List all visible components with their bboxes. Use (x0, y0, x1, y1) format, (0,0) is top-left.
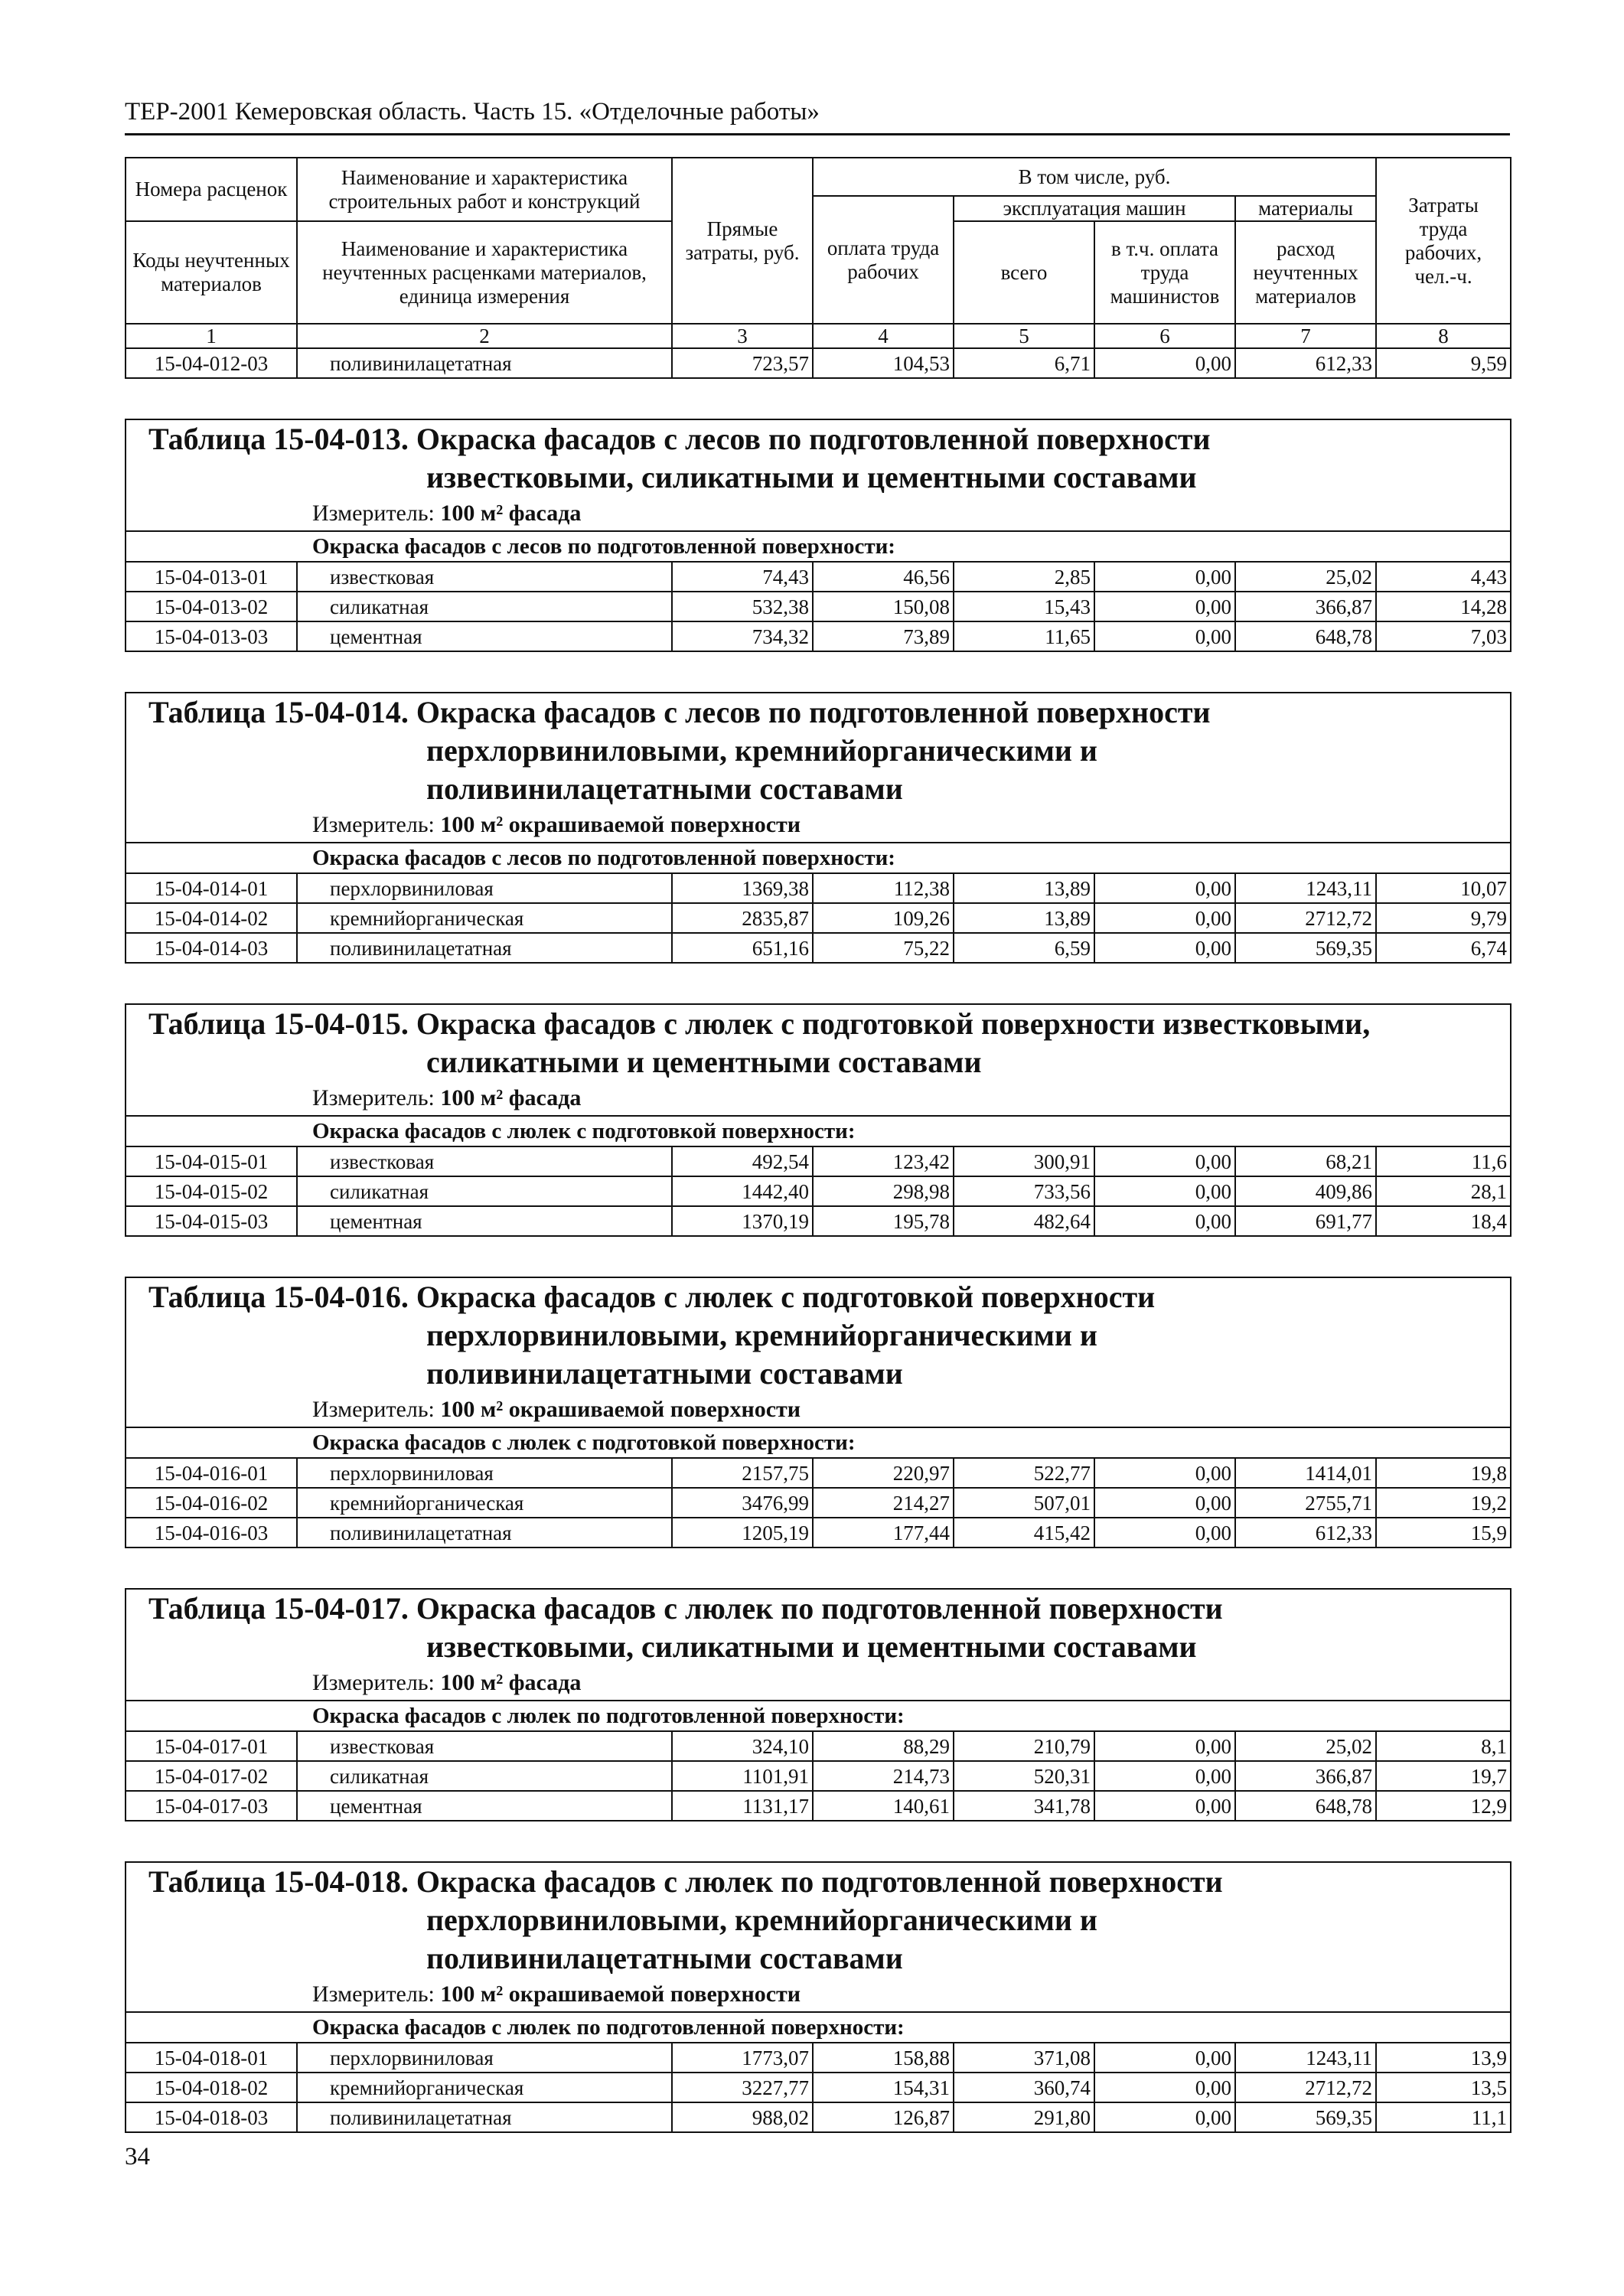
measure-unit (126, 1978, 1511, 2012)
operator-pay: 0,00 (1094, 903, 1235, 933)
direct-costs: 74,43 (672, 562, 813, 592)
rate-code: 15-04-012-03 (126, 348, 297, 378)
operator-pay: 0,00 (1094, 1488, 1235, 1518)
rate-name: поливинилацетатная (297, 2102, 672, 2132)
rate-code: 15-04-017-03 (126, 1791, 297, 1821)
labor-pay: 158,88 (813, 2043, 954, 2073)
column-number: 1 (126, 324, 297, 348)
labor-hours: 4,43 (1376, 562, 1511, 592)
table-title-row (126, 1862, 1511, 1978)
measure-label: Измеритель: (312, 1085, 435, 1110)
table-row (126, 873, 1511, 903)
operator-pay: 0,00 (1094, 2102, 1235, 2132)
machines-total: 522,77 (954, 1458, 1094, 1488)
direct-costs: 1101,91 (672, 1761, 813, 1791)
rate-code: 15-04-016-03 (126, 1518, 297, 1548)
measure-row (126, 1666, 1511, 1701)
column-number: 7 (1235, 324, 1376, 348)
table-title-row (126, 693, 1511, 808)
table-title-line: силикатными и цементными составами (426, 1045, 982, 1079)
column-number-row (126, 324, 1511, 348)
materials-cost: 2712,72 (1235, 2073, 1376, 2102)
header-labor-hours: Затраты труда рабочих, чел.-ч. (1376, 158, 1511, 324)
measure-unit (126, 1081, 1511, 1116)
section-row (126, 843, 1511, 873)
page-header: ТЕР-2001 Кемеровская область. Часть 15. «Отделочные работы» (125, 96, 1510, 135)
section-row (126, 1427, 1511, 1458)
rate-name: известковая (297, 1731, 672, 1761)
materials-cost: 409,86 (1235, 1176, 1376, 1206)
materials-cost: 612,33 (1235, 348, 1376, 378)
operator-pay: 0,00 (1094, 562, 1235, 592)
table-title-line: Таблица 15-04-015. Окраска фасадов с люлек с подготовкой поверхности известковыми, (148, 1006, 1371, 1041)
table-row (126, 1791, 1511, 1821)
rate-code: 15-04-016-02 (126, 1488, 297, 1518)
table-row (126, 933, 1511, 963)
labor-hours: 15,9 (1376, 1518, 1511, 1548)
operator-pay: 0,00 (1094, 1176, 1235, 1206)
direct-costs: 2835,87 (672, 903, 813, 933)
measure-label: Измеритель: (312, 812, 435, 837)
table-title (126, 1862, 1511, 1978)
operator-pay: 0,00 (1094, 1791, 1235, 1821)
machines-total: 371,08 (954, 2043, 1094, 2073)
measure-row (126, 1081, 1511, 1116)
section-row (126, 1701, 1511, 1731)
table-row (126, 1176, 1511, 1206)
direct-costs: 988,02 (672, 2102, 813, 2132)
page-number: 34 (125, 2143, 150, 2170)
rate-name: кремнийорганическая (297, 2073, 672, 2102)
header-work-name: Наименование и характеристика строительных работ и конструкций (297, 158, 672, 221)
rate-name: перхлорвиниловая (297, 2043, 672, 2073)
operator-pay: 0,00 (1094, 1731, 1235, 1761)
table-row (126, 1731, 1511, 1761)
rate-name: силикатная (297, 1176, 672, 1206)
labor-pay: 214,73 (813, 1761, 954, 1791)
materials-cost: 691,77 (1235, 1206, 1376, 1236)
operator-pay: 0,00 (1094, 2043, 1235, 2073)
rate-name: цементная (297, 1206, 672, 1236)
machines-total: 6,59 (954, 933, 1094, 963)
materials-cost: 648,78 (1235, 621, 1376, 651)
rate-code: 15-04-013-01 (126, 562, 297, 592)
operator-pay: 0,00 (1094, 1458, 1235, 1488)
section-row (126, 2012, 1511, 2043)
labor-hours: 7,03 (1376, 621, 1511, 651)
table-row (126, 903, 1511, 933)
spacer (126, 1236, 1511, 1277)
labor-hours: 19,8 (1376, 1458, 1511, 1488)
rate-name: цементная (297, 1791, 672, 1821)
labor-pay: 220,97 (813, 1458, 954, 1488)
measure-value: 100 м² окрашиваемой поверхности (440, 1981, 801, 2007)
rate-code: 15-04-014-02 (126, 903, 297, 933)
machines-total: 291,80 (954, 2102, 1094, 2132)
labor-hours: 8,1 (1376, 1731, 1511, 1761)
operator-pay: 0,00 (1094, 1206, 1235, 1236)
direct-costs: 324,10 (672, 1731, 813, 1761)
table-title-line: перхлорвиниловыми, кремнийорганическими и (426, 1318, 1097, 1352)
table-title-line: известковыми, силикатными и цементными составами (426, 460, 1197, 494)
measure-value: 100 м² окрашиваемой поверхности (440, 1397, 801, 1422)
table-title (126, 1589, 1511, 1666)
table-gap (126, 1821, 1511, 1862)
table-row (126, 1458, 1511, 1488)
labor-hours: 12,9 (1376, 1791, 1511, 1821)
rate-name: поливинилацетатная (297, 1518, 672, 1548)
spacer (126, 1548, 1511, 1589)
direct-costs: 1442,40 (672, 1176, 813, 1206)
labor-pay: 46,56 (813, 562, 954, 592)
direct-costs: 723,57 (672, 348, 813, 378)
materials-cost: 366,87 (1235, 1761, 1376, 1791)
column-number: 8 (1376, 324, 1511, 348)
rate-name: кремнийорганическая (297, 1488, 672, 1518)
measure-label: Измеритель: (312, 501, 435, 526)
table-title-line: Таблица 15-04-014. Окраска фасадов с лесов по подготовленной поверхности (148, 695, 1211, 729)
rate-name: перхлорвиниловая (297, 873, 672, 903)
direct-costs: 2157,75 (672, 1458, 813, 1488)
rate-name: перхлорвиниловая (297, 1458, 672, 1488)
column-number: 6 (1094, 324, 1235, 348)
operator-pay: 0,00 (1094, 873, 1235, 903)
table-title-row (126, 1589, 1511, 1666)
table-title-line: Таблица 15-04-018. Окраска фасадов с люлек по подготовленной поверхности (148, 1864, 1223, 1899)
table-title (126, 419, 1511, 497)
materials-cost: 648,78 (1235, 1791, 1376, 1821)
direct-costs: 3476,99 (672, 1488, 813, 1518)
table-title-line: Таблица 15-04-016. Окраска фасадов с люлек с подготовкой поверхности (148, 1280, 1156, 1314)
labor-hours: 14,28 (1376, 592, 1511, 621)
table-title-line: поливинилацетатными составами (426, 771, 903, 806)
rate-code: 15-04-014-03 (126, 933, 297, 963)
machines-total: 507,01 (954, 1488, 1094, 1518)
measure-row (126, 808, 1511, 843)
rate-name: поливинилацетатная (297, 933, 672, 963)
table-row (126, 2043, 1511, 2073)
labor-pay: 104,53 (813, 348, 954, 378)
labor-pay: 298,98 (813, 1176, 954, 1206)
materials-cost: 1414,01 (1235, 1458, 1376, 1488)
measure-value: 100 м² фасада (440, 1670, 582, 1695)
machines-total: 15,43 (954, 592, 1094, 621)
materials-cost: 366,87 (1235, 592, 1376, 621)
rate-code: 15-04-018-02 (126, 2073, 297, 2102)
direct-costs: 492,54 (672, 1146, 813, 1176)
materials-cost: 569,35 (1235, 933, 1376, 963)
rate-name: кремнийорганическая (297, 903, 672, 933)
column-number: 3 (672, 324, 813, 348)
measure-label: Измеритель: (312, 1981, 435, 2007)
table-row (126, 621, 1511, 651)
table-title-row (126, 419, 1511, 497)
direct-costs: 734,32 (672, 621, 813, 651)
spacer (126, 651, 1511, 693)
rate-code: 15-04-018-01 (126, 2043, 297, 2073)
materials-cost: 2712,72 (1235, 903, 1376, 933)
table-title-line: известковыми, силикатными и цементными составами (426, 1629, 1197, 1664)
measure-row (126, 497, 1511, 531)
header-rate-numbers: Номера расценок (126, 158, 297, 221)
header-machine-operation: эксплуатация машин (954, 196, 1235, 221)
rates-table-body (126, 158, 1511, 2132)
rate-name: поливинилацетатная (297, 348, 672, 378)
rate-code: 15-04-018-03 (126, 2102, 297, 2132)
rate-code: 15-04-015-02 (126, 1176, 297, 1206)
measure-unit (126, 1393, 1511, 1427)
table-row (126, 1488, 1511, 1518)
header-machines-total: всего (954, 221, 1094, 324)
measure-unit (126, 808, 1511, 843)
rate-name: известковая (297, 562, 672, 592)
machines-total: 210,79 (954, 1731, 1094, 1761)
table-row (126, 2073, 1511, 2102)
labor-hours: 13,9 (1376, 2043, 1511, 2073)
machines-total: 733,56 (954, 1176, 1094, 1206)
rate-code: 15-04-015-01 (126, 1146, 297, 1176)
machines-total: 360,74 (954, 2073, 1094, 2102)
operator-pay: 0,00 (1094, 1518, 1235, 1548)
labor-hours: 28,1 (1376, 1176, 1511, 1206)
operator-pay: 0,00 (1094, 1146, 1235, 1176)
column-number: 5 (954, 324, 1094, 348)
table-row (126, 1206, 1511, 1236)
labor-pay: 150,08 (813, 592, 954, 621)
section-title: Окраска фасадов с лесов по подготовленной поверхности: (126, 843, 1511, 873)
measure-value: 100 м² фасада (440, 501, 582, 526)
section-title: Окраска фасадов с люлек по подготовленной поверхности: (126, 2012, 1511, 2043)
spacer (126, 1821, 1511, 1862)
labor-pay: 177,44 (813, 1518, 954, 1548)
materials-cost: 1243,11 (1235, 873, 1376, 903)
rate-code: 15-04-014-01 (126, 873, 297, 903)
rate-name: известковая (297, 1146, 672, 1176)
measure-unit (126, 497, 1511, 531)
machines-total: 341,78 (954, 1791, 1094, 1821)
rate-name: цементная (297, 621, 672, 651)
direct-costs: 1205,19 (672, 1518, 813, 1548)
labor-pay: 123,42 (813, 1146, 954, 1176)
labor-pay: 195,78 (813, 1206, 954, 1236)
rate-code: 15-04-013-02 (126, 592, 297, 621)
operator-pay: 0,00 (1094, 592, 1235, 621)
rate-code: 15-04-013-03 (126, 621, 297, 651)
materials-cost: 569,35 (1235, 2102, 1376, 2132)
labor-pay: 214,27 (813, 1488, 954, 1518)
machines-total: 11,65 (954, 621, 1094, 651)
measure-row (126, 1978, 1511, 2012)
direct-costs: 1773,07 (672, 2043, 813, 2073)
rate-code: 15-04-015-03 (126, 1206, 297, 1236)
machines-total: 2,85 (954, 562, 1094, 592)
labor-hours: 19,2 (1376, 1488, 1511, 1518)
table-title-row (126, 1277, 1511, 1393)
labor-hours: 13,5 (1376, 2073, 1511, 2102)
table-title (126, 1004, 1511, 1081)
machines-total: 520,31 (954, 1761, 1094, 1791)
machines-total: 13,89 (954, 903, 1094, 933)
header-materials: материалы (1235, 196, 1376, 221)
labor-hours: 19,7 (1376, 1761, 1511, 1791)
header-including: В том числе, руб. (813, 158, 1376, 196)
table-title-line: поливинилацетатными составами (426, 1356, 903, 1391)
header-material-codes: Коды неучтенных материалов (126, 221, 297, 324)
machines-total: 482,64 (954, 1206, 1094, 1236)
column-number: 2 (297, 324, 672, 348)
rate-code: 15-04-016-01 (126, 1458, 297, 1488)
table-title-line: Таблица 15-04-017. Окраска фасадов с люлек по подготовленной поверхности (148, 1591, 1223, 1626)
materials-cost: 612,33 (1235, 1518, 1376, 1548)
labor-hours: 11,1 (1376, 2102, 1511, 2132)
machines-total: 13,89 (954, 873, 1094, 903)
measure-label: Измеритель: (312, 1670, 435, 1695)
section-title: Окраска фасадов с люлек с подготовкой поверхности: (126, 1116, 1511, 1146)
measure-row (126, 1393, 1511, 1427)
table-title-line: поливинилацетатными составами (426, 1941, 903, 1975)
materials-cost: 1243,11 (1235, 2043, 1376, 2073)
operator-pay: 0,00 (1094, 348, 1235, 378)
labor-pay: 73,89 (813, 621, 954, 651)
header-labor-pay: оплата труда рабочих (813, 196, 954, 324)
section-row (126, 1116, 1511, 1146)
machines-total: 300,91 (954, 1146, 1094, 1176)
column-number: 4 (813, 324, 954, 348)
table-row (126, 592, 1511, 621)
operator-pay: 0,00 (1094, 933, 1235, 963)
table-title-row (126, 1004, 1511, 1081)
table-gap (126, 1548, 1511, 1589)
table-row (126, 1146, 1511, 1176)
header-operator-pay: в т.ч. оплата труда машинистов (1094, 221, 1235, 324)
labor-pay: 126,87 (813, 2102, 954, 2132)
machines-total: 415,42 (954, 1518, 1094, 1548)
materials-cost: 2755,71 (1235, 1488, 1376, 1518)
machines-total: 6,71 (954, 348, 1094, 378)
rate-code: 15-04-017-01 (126, 1731, 297, 1761)
header-material-name: Наименование и характеристика неучтенных расценками материалов, единица измерения (297, 221, 672, 324)
section-row (126, 531, 1511, 562)
measure-label: Измеритель: (312, 1397, 435, 1422)
operator-pay: 0,00 (1094, 2073, 1235, 2102)
table-title-line: перхлорвиниловыми, кремнийорганическими и (426, 1903, 1097, 1937)
table-row (126, 1761, 1511, 1791)
labor-pay: 140,61 (813, 1791, 954, 1821)
materials-cost: 25,02 (1235, 562, 1376, 592)
direct-costs: 1369,38 (672, 873, 813, 903)
operator-pay: 0,00 (1094, 1761, 1235, 1791)
header-unaccounted-materials: расход неучтенных материалов (1235, 221, 1376, 324)
direct-costs: 3227,77 (672, 2073, 813, 2102)
header-direct-costs: Прямые затраты, руб. (672, 158, 813, 324)
rate-code: 15-04-017-02 (126, 1761, 297, 1791)
labor-pay: 75,22 (813, 933, 954, 963)
labor-pay: 109,26 (813, 903, 954, 933)
spacer (126, 378, 1511, 419)
section-title: Окраска фасадов с люлек по подготовленной поверхности: (126, 1701, 1511, 1731)
materials-cost: 68,21 (1235, 1146, 1376, 1176)
table-title-line: перхлорвиниловыми, кремнийорганическими и (426, 733, 1097, 768)
table-gap (126, 1236, 1511, 1277)
table-gap (126, 963, 1511, 1004)
table-row (126, 562, 1511, 592)
table-title (126, 693, 1511, 808)
labor-hours: 9,79 (1376, 903, 1511, 933)
rates-table (125, 157, 1511, 2133)
table-title-line: Таблица 15-04-013. Окраска фасадов с лесов по подготовленной поверхности (148, 422, 1211, 456)
table-gap (126, 651, 1511, 693)
measure-value: 100 м² фасада (440, 1085, 582, 1110)
labor-hours: 6,74 (1376, 933, 1511, 963)
labor-hours: 11,6 (1376, 1146, 1511, 1176)
table-row (126, 1518, 1511, 1548)
direct-costs: 532,38 (672, 592, 813, 621)
table-title (126, 1277, 1511, 1393)
labor-hours: 18,4 (1376, 1206, 1511, 1236)
measure-unit (126, 1666, 1511, 1701)
table-row (126, 348, 1511, 378)
measure-value: 100 м² окрашиваемой поверхности (440, 812, 801, 837)
direct-costs: 1370,19 (672, 1206, 813, 1236)
labor-hours: 10,07 (1376, 873, 1511, 903)
direct-costs: 651,16 (672, 933, 813, 963)
table-row (126, 2102, 1511, 2132)
operator-pay: 0,00 (1094, 621, 1235, 651)
spacer (126, 963, 1511, 1004)
materials-cost: 25,02 (1235, 1731, 1376, 1761)
section-title: Окраска фасадов с люлек с подготовкой поверхности: (126, 1427, 1511, 1458)
section-title: Окраска фасадов с лесов по подготовленной поверхности: (126, 531, 1511, 562)
rate-name: силикатная (297, 592, 672, 621)
labor-pay: 112,38 (813, 873, 954, 903)
labor-pay: 88,29 (813, 1731, 954, 1761)
rate-name: силикатная (297, 1761, 672, 1791)
labor-hours: 9,59 (1376, 348, 1511, 378)
labor-pay: 154,31 (813, 2073, 954, 2102)
table-gap (126, 378, 1511, 419)
direct-costs: 1131,17 (672, 1791, 813, 1821)
